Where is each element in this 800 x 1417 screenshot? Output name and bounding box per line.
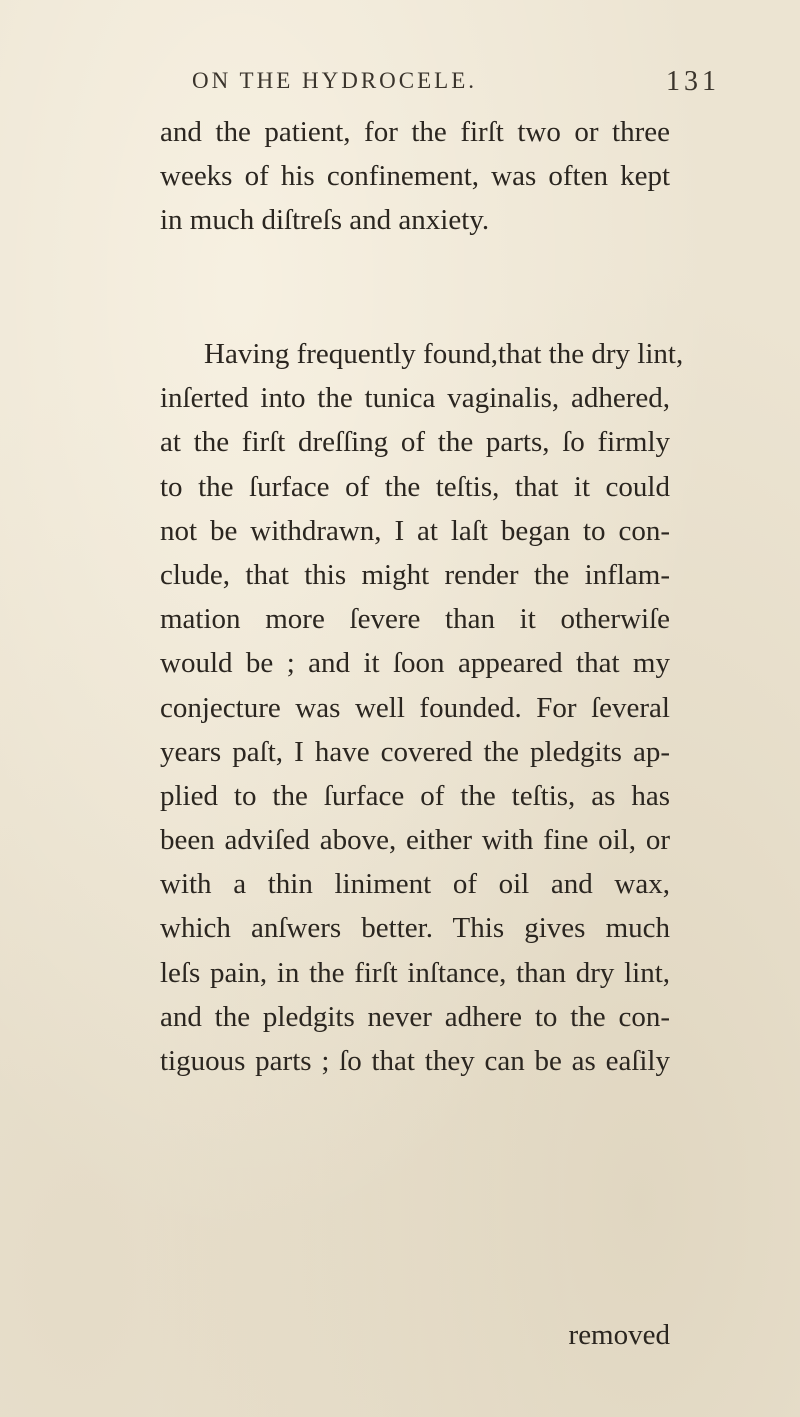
paragraph-1 — [160, 110, 670, 243]
text-line: at the firſt dreſſing of the parts, ſo firmly — [160, 426, 670, 459]
text-line: years paſt, I have covered the pledgits ap- — [160, 735, 670, 768]
text-line: in much diſtreſs and anxiety. — [160, 204, 490, 237]
paragraph-2 — [160, 332, 684, 1083]
text-line: which anſwers better. This gives much — [160, 912, 670, 945]
text-line: would be ; and it ſoon appeared that my — [160, 647, 670, 680]
text-line: inſerted into the tunica vaginalis, adhered, — [160, 382, 670, 415]
text-line: weeks of his confinement, was often kept — [160, 160, 670, 193]
text-line: with a thin liniment of oil and wax, — [160, 868, 670, 901]
text-line: plied to the ſurface of the teſtis, as has — [160, 779, 670, 812]
text-line: and the pledgits never adhere to the con- — [160, 1000, 670, 1033]
text-line: and the patient, for the firſt two or three — [160, 116, 670, 148]
text-line: to the ſurface of the teſtis, that it could — [160, 470, 670, 503]
text-line: Having frequently found,that the dry lint, — [204, 338, 684, 370]
running-title: ON THE HYDROCELE. — [192, 68, 478, 93]
text-line: not be withdrawn, I at laſt began to con- — [160, 514, 670, 547]
text-line: conjecture was well founded. For ſeveral — [160, 691, 670, 724]
text-line: clude, that this might render the inflam- — [160, 558, 670, 591]
text-line: tiguous parts ; ſo that they can be as eaſily — [160, 1045, 670, 1077]
page-number: 131 — [666, 66, 720, 97]
text-line: leſs pain, in the firſt inſtance, than dry lint, — [160, 956, 670, 989]
catchword: removed — [568, 1319, 670, 1351]
catchword-block — [160, 1313, 670, 1357]
text-line: been adviſed above, either with fine oil, or — [160, 824, 670, 857]
text-line: mation more ſevere than it otherwiſe — [160, 603, 670, 636]
